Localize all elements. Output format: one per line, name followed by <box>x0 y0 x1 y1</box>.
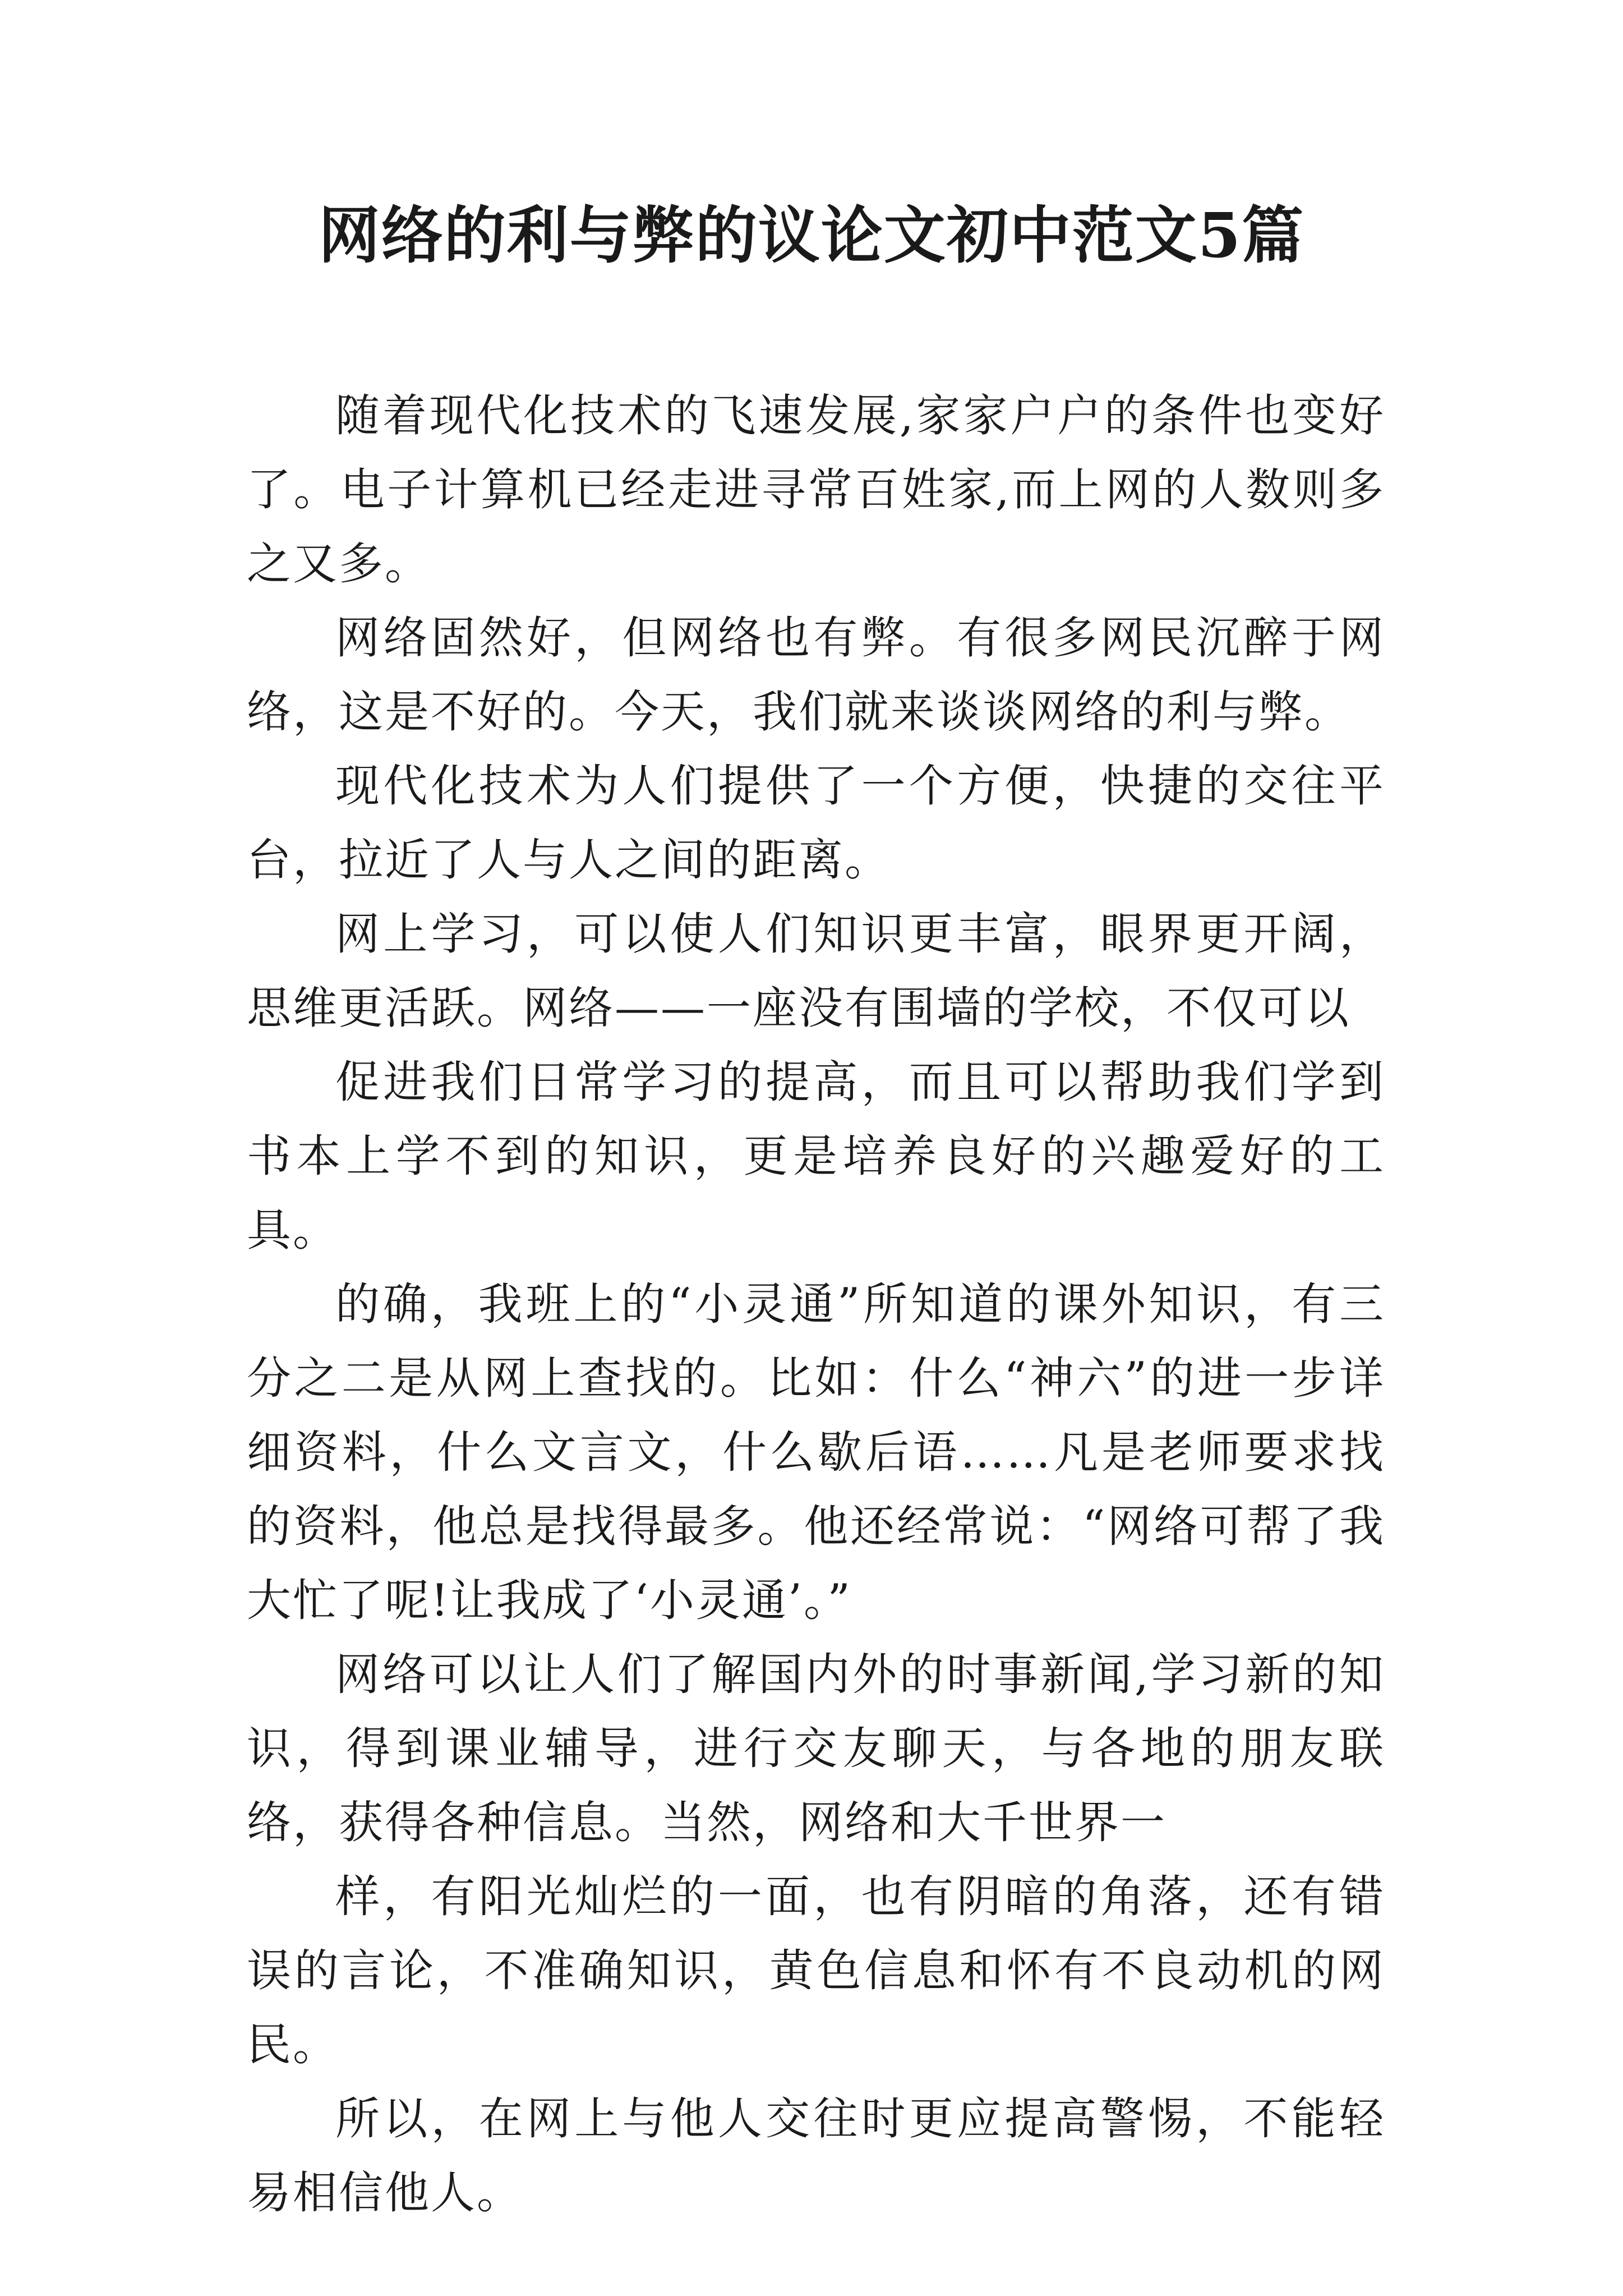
paragraph-4: 网上学习，可以使人们知识更丰富，眼界更开阔，思维更活跃。网络——一座没有围墙的学校，不仅可以 <box>247 908 1385 1034</box>
paragraph-9: 所以，在网上与他人交往时更应提高警惕，不能轻易相信他人。 <box>247 2093 1385 2219</box>
paragraph-7: 网络可以让人们了解国内外的时事新闻,学习新的知识，得到课业辅导，进行交友聊天，与各地的朋友联络，获得各种信息。当然，网络和大千世界一 <box>247 1649 1385 1848</box>
paragraph-2: 网络固然好，但网络也有弊。有很多网民沉醉于网络，这是不好的。今天，我们就来谈谈网络的利与弊。 <box>247 612 1385 738</box>
paragraph-6: 的确，我班上的“小灵通”所知道的课外知识，有三分之二是从网上查找的。比如：什么“神六”的进一步详细资料，什么文言文，什么歇后语……凡是老师要求找的资料，他总是找得最多。他还经常说：“网络可帮了我大忙了呢!让我成了‘小灵通’。” <box>247 1278 1385 1626</box>
document-title: 网络的利与弊的议论文初中范文5篇 <box>318 199 1305 272</box>
paragraph-1: 随着现代化技术的飞速发展,家家户户的条件也变好了。电子计算机已经走进寻常百姓家,而上网的人数则多之又多。 <box>247 390 1385 590</box>
paragraph-3: 现代化技术为人们提供了一个方便，快捷的交往平台，拉近了人与人之间的距离。 <box>247 760 1385 886</box>
paragraph-8: 样，有阳光灿烂的一面，也有阴暗的角落，还有错误的言论，不准确知识，黄色信息和怀有不良动机的网民。 <box>247 1871 1385 2070</box>
paragraph-5: 促进我们日常学习的提高，而且可以帮助我们学到书本上学不到的知识，更是培养良好的兴趣爱好的工具。 <box>247 1056 1385 1256</box>
document-body <box>247 379 1385 2230</box>
